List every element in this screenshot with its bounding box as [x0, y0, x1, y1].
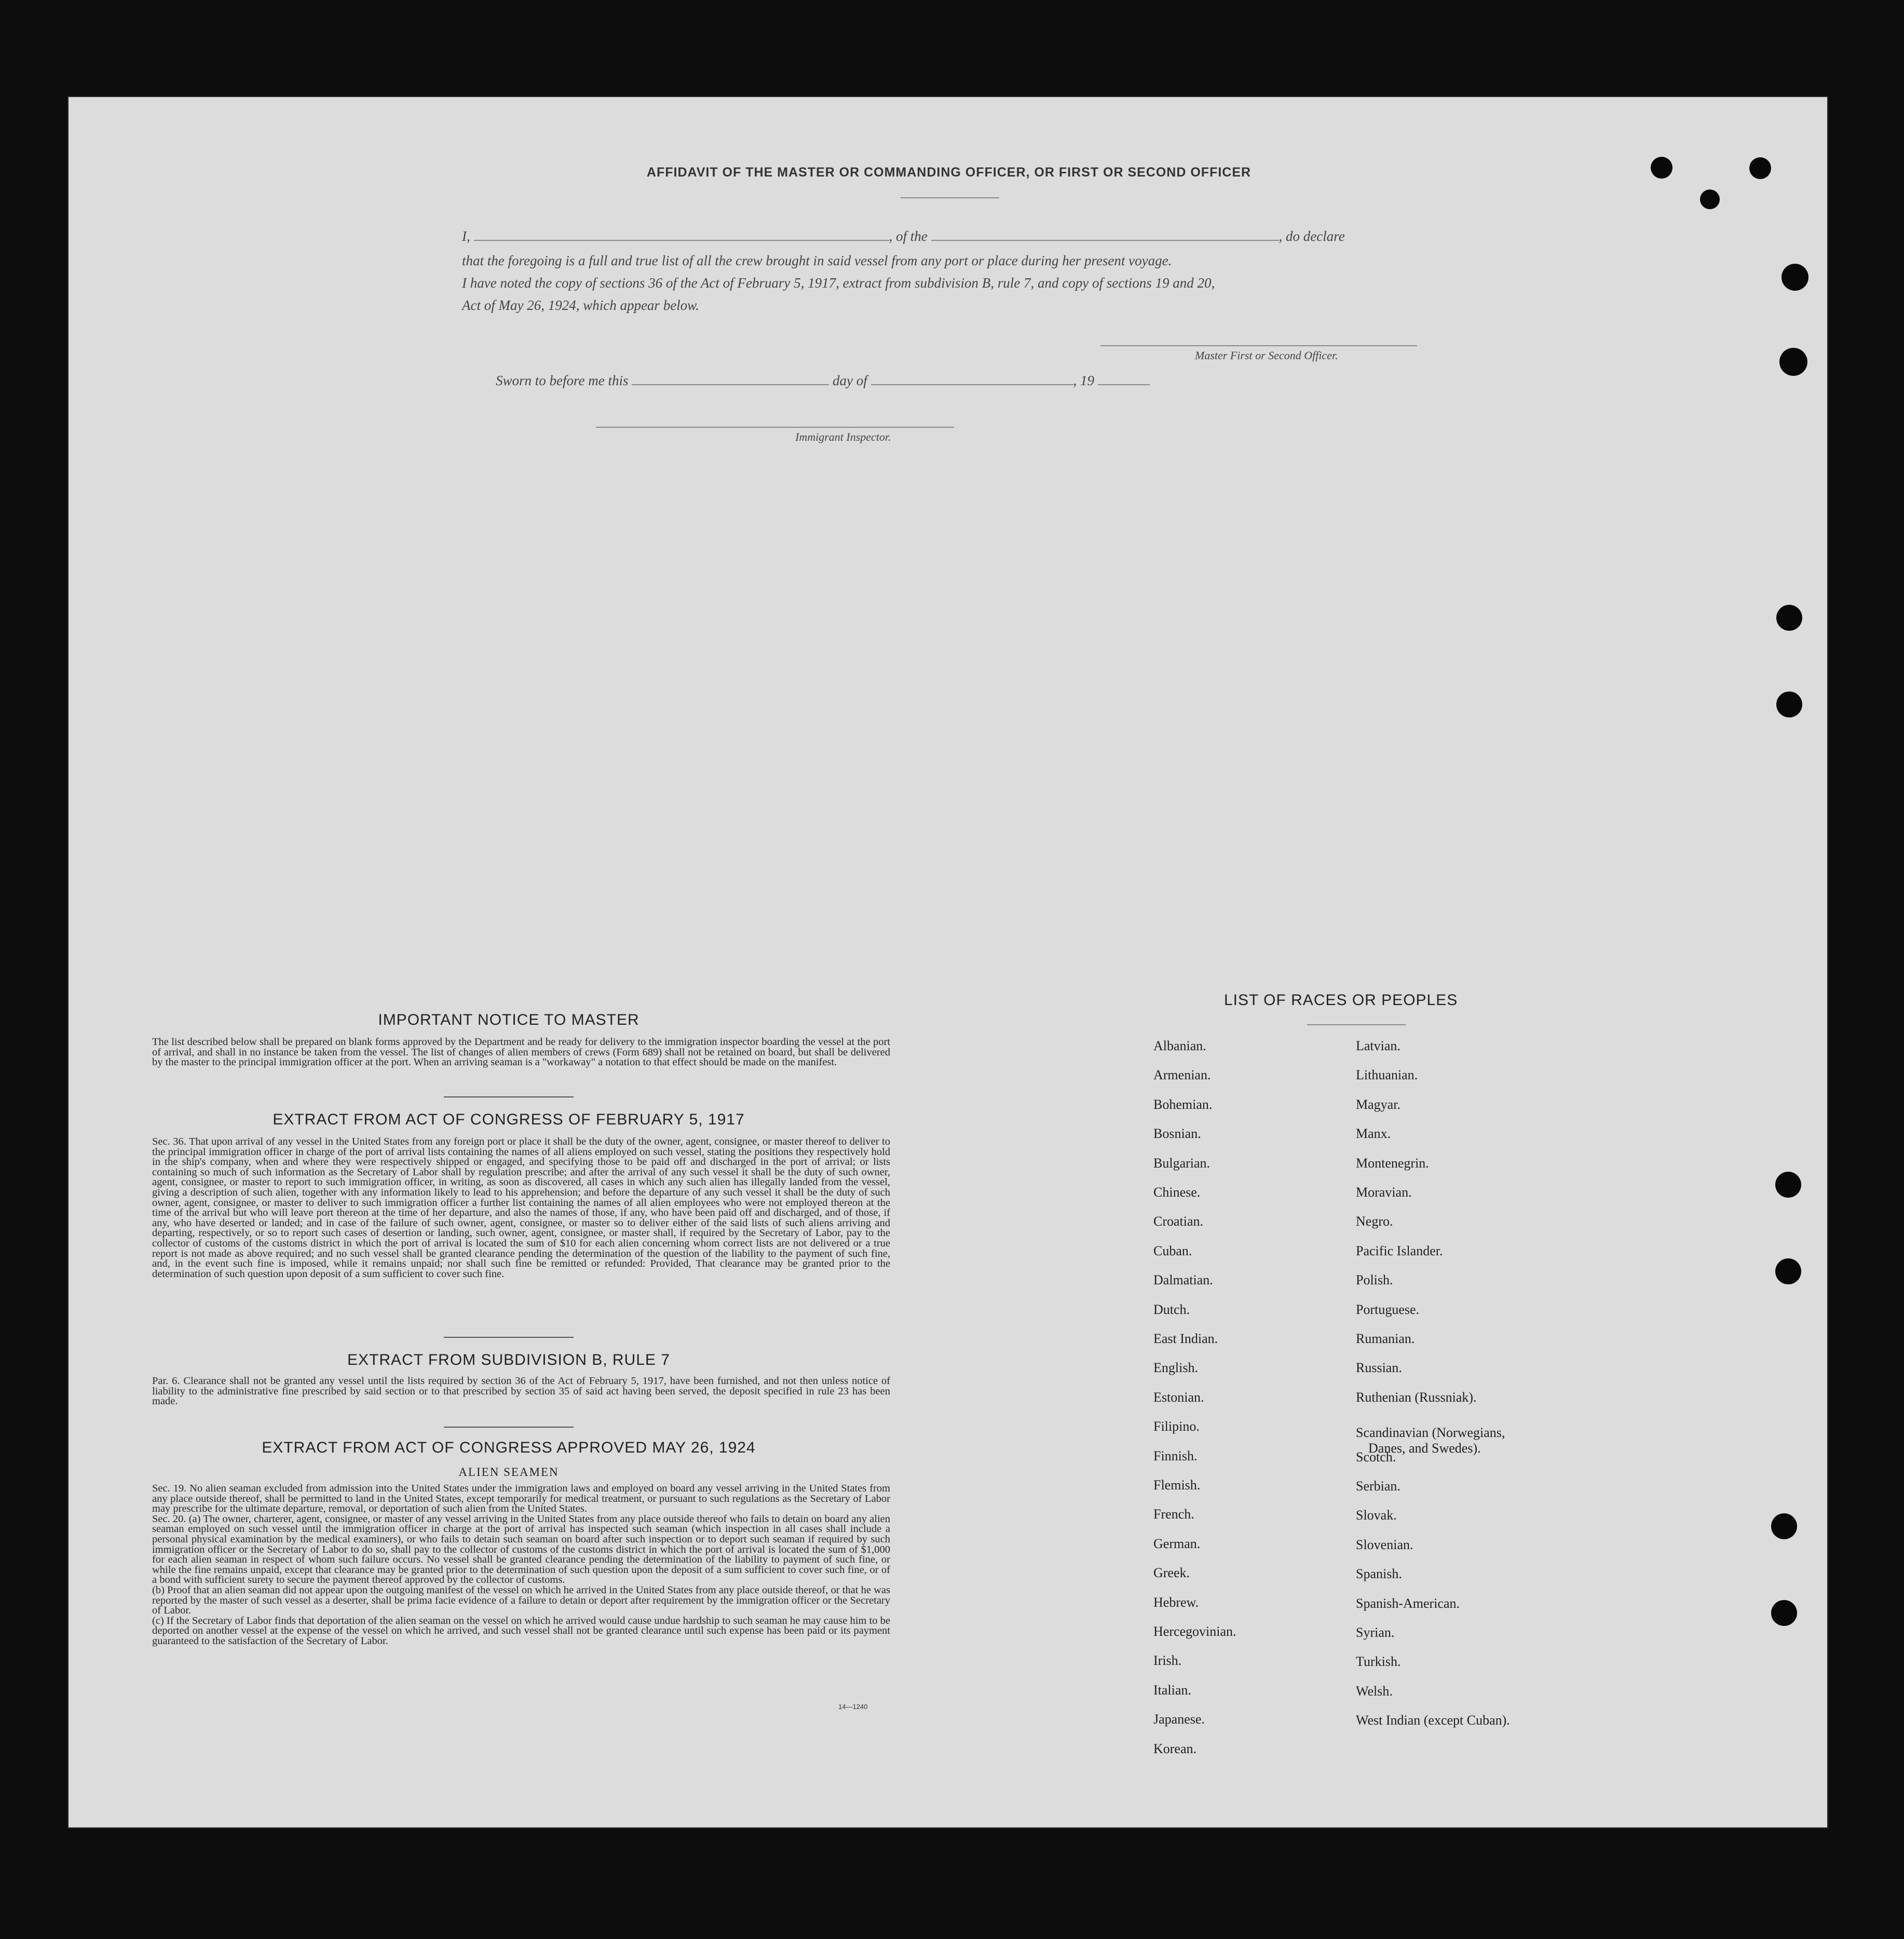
- form-number: 14—1240: [838, 1703, 868, 1711]
- affidavit-text-line: I have noted the copy of sections 36 of the Act of February 5, 1917, extract from subdivision B, rule 7, and copy of sections 19 and 20,: [462, 275, 1215, 291]
- race-item: Armenian.: [1153, 1067, 1211, 1083]
- master-signature-caption: Master First or Second Officer.: [1195, 349, 1338, 362]
- race-item: Montenegrin.: [1356, 1155, 1429, 1171]
- race-item: Bohemian.: [1153, 1096, 1213, 1112]
- race-item: Latvian.: [1356, 1038, 1400, 1053]
- declarant-label: I,: [462, 228, 470, 244]
- race-item: Russian.: [1356, 1360, 1402, 1376]
- punch-hole: [1776, 691, 1802, 717]
- race-item: Moravian.: [1356, 1185, 1412, 1200]
- extract-1924-body: [127, 1484, 890, 1647]
- affidavit-declaration-line: [462, 228, 1345, 245]
- extract-rule7-body: Par. 6. Clearance shall not be granted any vessel until the lists required by section 36 of the Act of February 5, 1917, have been furnished, and not then unless notice of liability to the administrative fine prescribed by said section or to that prescribed by section 35 of said act having been served, the deposit specified in rule 23 has been made.: [152, 1375, 890, 1407]
- punch-hole: [1771, 1600, 1797, 1626]
- race-item: Negro.: [1356, 1214, 1393, 1229]
- race-item: Flemish.: [1153, 1477, 1201, 1493]
- race-item: German.: [1153, 1536, 1201, 1551]
- of-the-label: , of the: [889, 228, 928, 244]
- race-item: Scandinavian (Norwegians,: [1356, 1425, 1505, 1441]
- race-item: Welsh.: [1356, 1683, 1393, 1699]
- race-item: Slovenian.: [1356, 1537, 1413, 1552]
- race-item: Hebrew.: [1153, 1594, 1199, 1610]
- race-item: Estonian.: [1153, 1389, 1204, 1405]
- race-item: Albanian.: [1153, 1038, 1206, 1053]
- sec-20a-text: Sec. 20. (a) The owner, charterer, agent, consignee, or master of any vessel arriving in the United States from any place outside thereof who fails to detain on board any alien seaman employed on such vessel until the immigration officer in charge at the port of arrival has inspected such seaman (which inspection in all cases shall include a personal physical examination by the medical examiners), or who fails to detain such seaman on board after such inspection or to deport such seaman if required by such immigration officer or the Secretary of Labor to do so, shall pay to the collector of customs of the customs district in which the port of arrival is located the sum of $1,000 for each alien seaman in respect of whom such failure occurs. No vessel shall be granted clearance pending the determination of the liability to payment of such fine, or while the fine remains unpaid, except that clearance may be granted prior to the determination of such question upon the deposit of a sum sufficient to cover such fine, or of a bond with sufficient surety to secure the payment thereof approved by the collector of customs.: [152, 1513, 890, 1586]
- race-item: Scotch.: [1356, 1449, 1396, 1465]
- race-item: Hercegovinian.: [1153, 1624, 1236, 1639]
- extract-1917-title: EXTRACT FROM ACT OF CONGRESS OF FEBRUARY 5, 1917: [273, 1111, 745, 1128]
- title-underline: [901, 197, 999, 198]
- sec-19-text: Sec. 19. No alien seaman excluded from admission into the United States under the immigration laws and employed on board any vessel arriving in the United States from any place outside thereof, shall be permitted to land in the United States, except temporarily for medical treatment, or pursuant to such regulations as the Secretary of Labor may prescribe for the ultimate departure, removal, or deportation of such alien from the United States.: [152, 1483, 890, 1515]
- sworn-line: [496, 373, 1150, 389]
- notice-body: The list described below shall be prepared on blank forms approved by the Department and be ready for delivery to the immigration inspector boarding the vessel at the port of arrival, and shall in no instance be taken from the vessel. The list of changes of alien members of crews (Form 689) shall not be retained on board, but shall be delivered by the master to the principal immigration officer at the port. When an arriving seaman is a "workaway" a notation to that effect should be made on the manifest.: [152, 1036, 890, 1068]
- race-item: Finnish.: [1153, 1448, 1198, 1463]
- race-item: Spanish-American.: [1356, 1595, 1460, 1611]
- race-item: Greek.: [1153, 1565, 1190, 1581]
- race-item: Filipino.: [1153, 1419, 1200, 1434]
- inspector-signature-line[interactable]: [596, 427, 954, 428]
- affidavit-text-line: Act of May 26, 1924, which appear below.: [462, 297, 699, 313]
- races-title: LIST OF RACES OR PEOPLES: [1224, 992, 1458, 1009]
- punch-hole: [1771, 1513, 1797, 1539]
- race-item: Slovak.: [1356, 1508, 1397, 1523]
- race-item: Syrian.: [1356, 1625, 1395, 1640]
- races-title-underline: [1307, 1024, 1406, 1025]
- race-item: Croatian.: [1153, 1214, 1204, 1229]
- day-of-label: day of: [833, 373, 867, 388]
- section-divider: [444, 1337, 574, 1338]
- race-item: Turkish.: [1356, 1654, 1401, 1670]
- race-item: Lithuanian.: [1356, 1067, 1418, 1083]
- affidavit-title: AFFIDAVIT OF THE MASTER OR COMMANDING OFFICER, OR FIRST OR SECOND OFFICER: [646, 165, 1252, 180]
- master-signature-line[interactable]: [1100, 345, 1417, 346]
- year-prefix-label: , 19: [1073, 373, 1094, 388]
- race-item: Manx.: [1356, 1126, 1391, 1142]
- race-item: Polish.: [1356, 1272, 1393, 1288]
- sworn-day-field[interactable]: [632, 374, 829, 385]
- declarant-name-field[interactable]: [474, 229, 889, 241]
- punch-hole: [1775, 1172, 1801, 1198]
- punch-hole: [1776, 605, 1802, 631]
- race-item: Chinese.: [1153, 1185, 1201, 1200]
- punch-hole: [1651, 157, 1672, 179]
- sec-20b-text: (b) Proof that an alien seaman did not appear upon the outgoing manifest of the vessel on which he arrived in the United States from any place outside thereof, or that he was reported by the master of such vessel as a deserter, shall be prima facie evidence of a failure to detain or deport after requirement by the immigration officer or the Secretary of Labor.: [152, 1584, 890, 1617]
- race-item: Pacific Islander.: [1356, 1243, 1443, 1258]
- sworn-month-field[interactable]: [871, 374, 1073, 385]
- race-item: Dutch.: [1153, 1301, 1190, 1317]
- race-item: Serbian.: [1356, 1479, 1400, 1494]
- do-declare-label: , do declare: [1279, 228, 1345, 244]
- vessel-name-field[interactable]: [931, 229, 1279, 241]
- section-divider: [444, 1427, 574, 1428]
- extract-rule7-title: EXTRACT FROM SUBDIVISION B, RULE 7: [347, 1351, 670, 1368]
- race-item: Bosnian.: [1153, 1126, 1201, 1142]
- race-item: English.: [1153, 1360, 1198, 1376]
- race-item: Cuban.: [1153, 1243, 1192, 1258]
- race-item: Bulgarian.: [1153, 1155, 1211, 1171]
- punch-hole: [1779, 348, 1807, 376]
- race-item: East Indian.: [1153, 1331, 1218, 1346]
- race-item: Dalmatian.: [1153, 1272, 1213, 1288]
- race-item: Spanish.: [1356, 1566, 1402, 1582]
- race-item: Danes, and Swedes).: [1368, 1441, 1481, 1456]
- race-item: Magyar.: [1356, 1096, 1400, 1112]
- race-item: Korean.: [1153, 1741, 1197, 1756]
- race-item: West Indian (except Cuban).: [1356, 1713, 1510, 1728]
- race-item: Ruthenian (Russniak).: [1356, 1389, 1477, 1405]
- affidavit-text-line: that the foregoing is a full and true list of all the crew brought in said vessel from any port or place during her present voyage.: [462, 253, 1172, 268]
- race-item: Portuguese.: [1356, 1301, 1420, 1317]
- punch-hole: [1749, 157, 1771, 179]
- race-item: Rumanian.: [1356, 1331, 1415, 1346]
- section-divider: [444, 1096, 574, 1097]
- race-item: Japanese.: [1153, 1712, 1205, 1727]
- race-item: Italian.: [1153, 1682, 1191, 1698]
- extract-1917-body: Sec. 36. That upon arrival of any vessel in the United States from any foreign port or place it shall be the duty of the owner, agent, consignee, or master thereof to deliver to the principal immigration officer in charge of the port of arrival lists containing the names of all aliens employed on such vessel, stating the positions they respectively hold in the ship's company, when and where they were respectively shipped or engaged, and specifying those to be paid off and discharged in the port of arrival; or lists containing so much of such information as the Secretary of Labor shall by regulation prescribe; and after the arrival of any such vessel it shall be the duty of such owner, agent, consignee, or master to report to such immigration officer, in writing, as soon as discovered, all cases in which any such alien has illegally landed from the vessel, giving a description of such alien, together with any information likely to lead to his apprehension; and before the departure of any such vessel it shall be the duty of such owner, agent, consignee, or master to deliver to such immigration officer a further list containing the names of all alien employees who were not employed thereon at the time of the arrival but who will leave port thereon at the time of her departure, and also the names of those, if any, who have been paid off and discharged, and of those, if any, who have deserted or landed; and in case of the failure of such owner, agent, consignee, or master so to deliver either of the said lists of such aliens arriving and departing, respectively, or so to report such cases of desertion or landing, such owner, agent, consignee, or master shall, if required by the Secretary of Labor, pay to the collector of customs of the customs district in which the port of arrival is located the sum of $10 for each alien concerning whom correct lists are not delivered or a true report is not made as above required; and no such vessel shall be granted clearance pending the determination of the question of the liability to the payment of such fine, and, in the event such fine is imposed, while it remains unpaid; nor shall such fine be remitted or refunded: Provided, That clearance may be granted prior to the determination of such question upon deposit of a sum sufficient to cover such fine.: [152, 1136, 890, 1280]
- punch-hole: [1700, 189, 1720, 209]
- alien-seamen-subtitle: ALIEN SEAMEN: [458, 1466, 559, 1479]
- inspector-signature-caption: Immigrant Inspector.: [795, 430, 891, 443]
- race-item: Irish.: [1153, 1653, 1182, 1669]
- sworn-year-field[interactable]: [1098, 374, 1150, 385]
- extract-1924-title: EXTRACT FROM ACT OF CONGRESS APPROVED MAY 26, 1924: [262, 1439, 756, 1456]
- notice-title: IMPORTANT NOTICE TO MASTER: [378, 1011, 640, 1028]
- race-item: French.: [1153, 1507, 1194, 1522]
- punch-hole: [1775, 1258, 1801, 1284]
- punch-hole: [1781, 264, 1808, 291]
- sworn-label: Sworn to before me this: [496, 373, 629, 388]
- sec-20c-text: (c) If the Secretary of Labor finds that deportation of the alien seaman on the vessel on which he arrived would cause undue hardship to such seaman he may cause him to be deported on another vessel at the expense of the vessel on which he arrived, and such vessel shall not be granted clearance until such expense has been paid or its payment guaranteed to the satisfaction of the Secretary of Labor.: [152, 1615, 890, 1647]
